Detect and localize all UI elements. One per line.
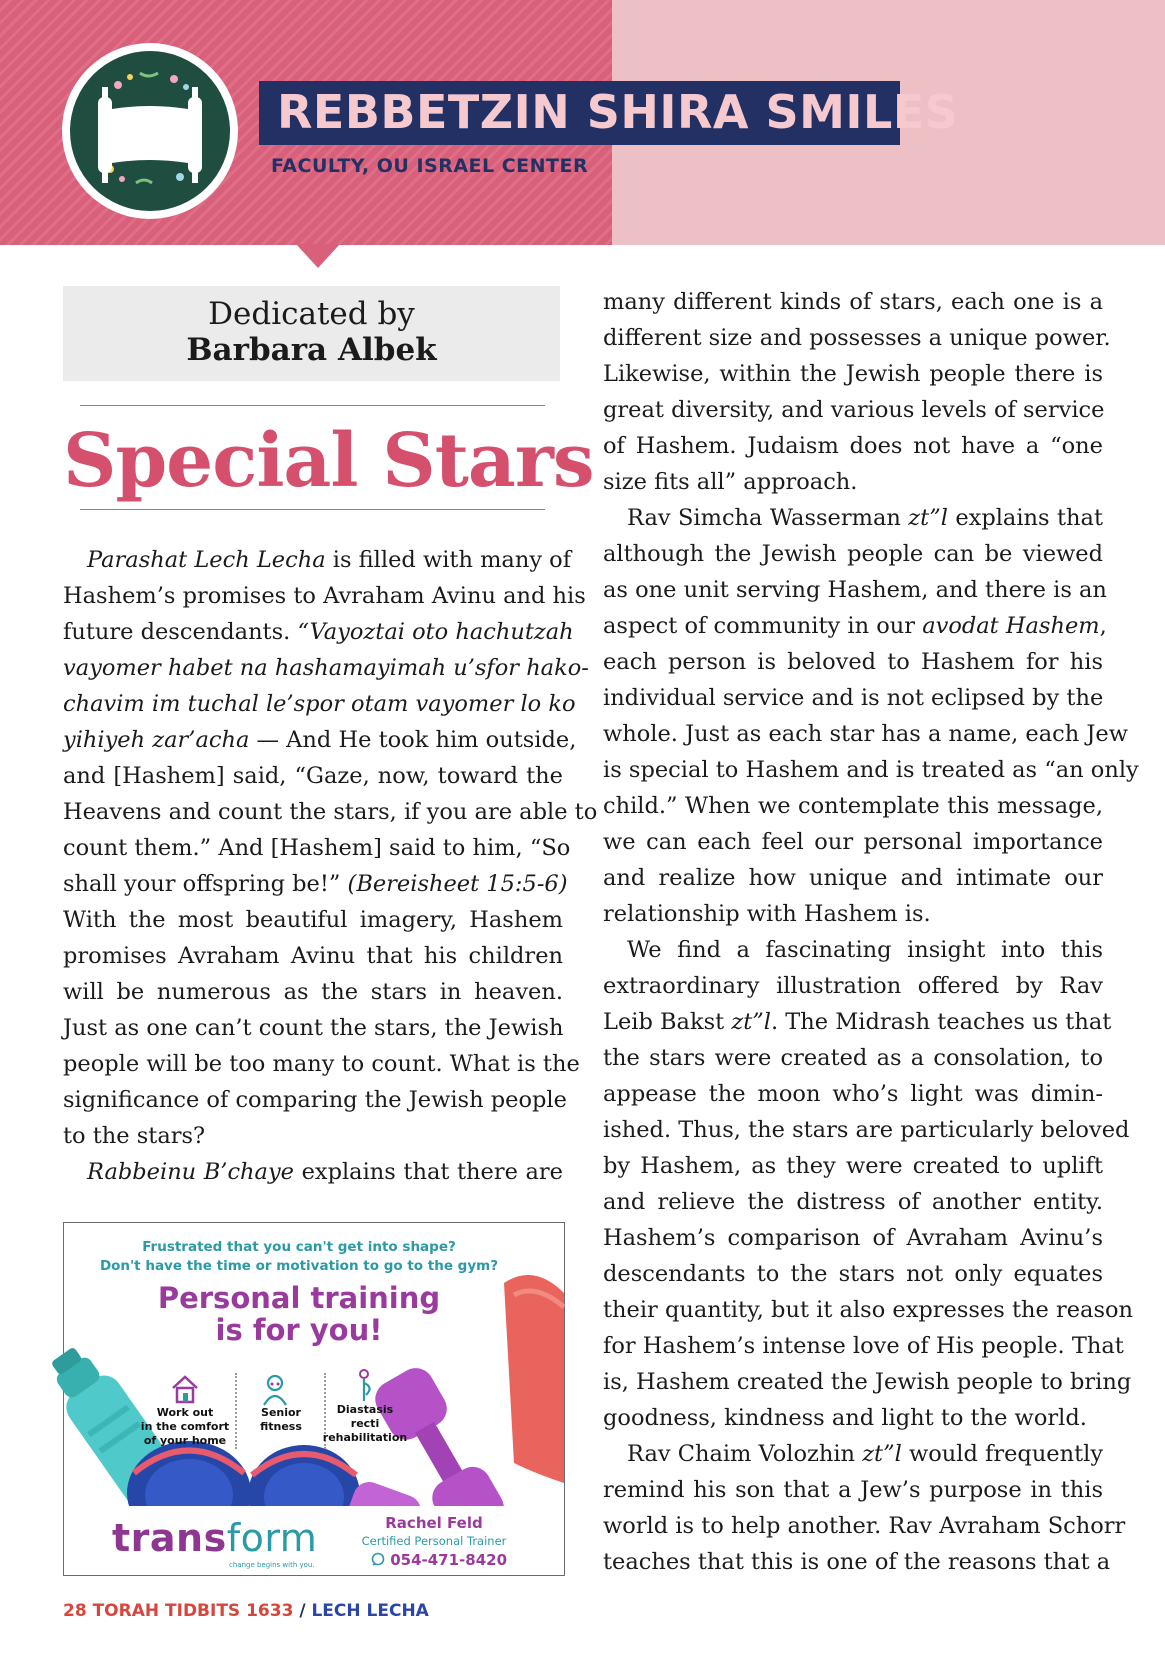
author-name-box (259, 81, 959, 145)
ad-question-1: Frustrated that you can't get into shape? (142, 1239, 456, 1255)
article-text: Leib Bakst (603, 1009, 732, 1035)
article-line (603, 284, 1103, 320)
article-line (603, 680, 1103, 716)
article-line (63, 578, 586, 614)
article-line (63, 830, 571, 866)
torah-scroll-icon (70, 51, 230, 211)
article-line (603, 1112, 1130, 1148)
article-text: great diversity, and various levels of service (603, 397, 1105, 423)
article-line (603, 1508, 1126, 1544)
article-italic-text: zt”l (908, 505, 948, 531)
article-text: . The Midrash teaches us that (770, 1009, 1112, 1035)
article-text: Hashem’s promises to Avraham Avinu and his (63, 583, 586, 609)
article-text: explains that (947, 505, 1103, 531)
article-text: we can each feel our personal importance (603, 829, 1103, 855)
article-text: descendants to the stars not only equates (603, 1261, 1103, 1287)
article-italic-text: avodat Hashem (922, 613, 1100, 639)
article-text: by Hashem, as they were created to uplift (603, 1153, 1103, 1179)
article-line (603, 752, 1139, 788)
phone-number: 054-471-8420 (390, 1551, 508, 1569)
article-text: is special to Hashem and is treated as “an only (603, 757, 1139, 783)
footer-parasha: LECH LECHA (311, 1601, 429, 1621)
article-line (603, 896, 1103, 932)
house-icon (170, 1373, 200, 1407)
article-text: , (1099, 613, 1107, 639)
transform-logo (112, 1516, 317, 1560)
article-text: many different kinds of stars, each one is a (603, 289, 1103, 315)
article-text: shall your offspring be!” (63, 871, 348, 897)
ad-question-2: Don't have the time or motivation to go to the gym? (99, 1258, 499, 1274)
article-line (63, 938, 563, 974)
article-text: and [Hashem] said, “Gaze, now, toward the (63, 763, 563, 789)
article-text: individual service and is not eclipsed by the (603, 685, 1104, 711)
article-line (603, 1220, 1103, 1256)
article-text: and realize how unique and intimate our (603, 865, 1103, 891)
feature-line: Senior (261, 1406, 301, 1419)
article-italic-text: (Bereisheet 15:5-6) (347, 871, 568, 897)
article-text: future descendants. (63, 619, 298, 645)
feature-line: Diastasis (336, 1403, 394, 1416)
article-text: Just as one can’t count the stars, the Jewish (63, 1015, 564, 1041)
article-line (63, 902, 563, 938)
article-text: will be numerous as the stars in heaven. (63, 979, 563, 1005)
title-rule-bottom (80, 509, 545, 510)
article-text: each person is beloved to Hashem for his (603, 649, 1103, 675)
article-line (63, 722, 577, 758)
logo-tagline: change begins with you. (229, 1561, 315, 1569)
article-text: relationship with Hashem is. (603, 901, 931, 927)
page-footer (63, 1601, 429, 1621)
feature-diastasis (310, 1403, 420, 1445)
trainer-role: Certified Personal Trainer (361, 1534, 507, 1548)
whatsapp-icon (371, 1552, 385, 1566)
dedication-name: Barbara Albek (186, 332, 437, 368)
article-text: ished. Thus, the stars are particularly beloved (603, 1117, 1130, 1143)
article-line (603, 1076, 1103, 1112)
dedication-label: Dedicated by (208, 296, 415, 332)
article-text: is filled with many of (325, 547, 572, 573)
article-text: promises Avraham Avinu that his children (63, 943, 563, 969)
article-text: count them.” And [Hashem] said to him, “So (63, 835, 571, 861)
dedication-box (63, 286, 560, 381)
article-line (603, 500, 1103, 536)
article-line (603, 1472, 1103, 1508)
badge (62, 43, 238, 219)
trainer-phone (339, 1551, 539, 1569)
feature-line: in the comfort (140, 1420, 230, 1433)
article-line (603, 1328, 1124, 1364)
article-text: Rav Chaim Volozhin (627, 1441, 863, 1467)
author-name: REBBETZIN SHIRA SMILES (277, 85, 959, 139)
article-text: extraordinary illustration offered by Rav (603, 973, 1103, 999)
article-text: people will be too many to count. What is the (63, 1051, 580, 1077)
article-line (603, 608, 1107, 644)
feature-line: recti (350, 1417, 380, 1430)
article-line (603, 788, 1103, 824)
article-text: appease the moon who’s light was dimin- (603, 1081, 1103, 1107)
article-italic-text: zt”l (862, 1441, 902, 1467)
article-line (603, 824, 1103, 860)
article-text: as one unit serving Hashem, and there is an (603, 577, 1107, 603)
article-text: aspect of community in our (603, 613, 923, 639)
article-line (63, 1154, 563, 1190)
article-text: Hashem’s comparison of Avraham Avinu’s (603, 1225, 1103, 1251)
article-text: size fits all” approach. (603, 469, 858, 495)
article-text: significance of comparing the Jewish people (63, 1087, 567, 1113)
author-affiliation: FACULTY, OU ISRAEL CENTER (271, 155, 589, 177)
article-line (63, 1010, 563, 1046)
article-line (603, 1400, 1103, 1436)
footer-separator: / (299, 1601, 306, 1621)
article-italic-text: chavim im tuchal le’spor otam vayomer lo ko (63, 691, 576, 717)
article-line (603, 716, 1128, 752)
feature-line: Work out (156, 1406, 214, 1419)
article-text: — And He took him outside, (249, 727, 577, 753)
article-text: child.” When we contemplate this message, (603, 793, 1103, 819)
article-text: would frequently (901, 1441, 1104, 1467)
article-line (63, 758, 563, 794)
article-text: and relieve the distress of another entity. (603, 1189, 1103, 1215)
article-line (63, 614, 574, 650)
feature-line: rehabilitation (322, 1431, 408, 1444)
article-line (603, 1040, 1103, 1076)
ad-headline-2: is for you! (215, 1313, 383, 1347)
article-title: Special Stars (63, 418, 594, 504)
article-line (603, 860, 1103, 896)
article-line (63, 1046, 580, 1082)
feature-line: fitness (260, 1420, 302, 1433)
article-line (603, 1436, 1103, 1472)
article-italic-text: yihiyeh zar’acha (63, 727, 250, 753)
header-banner (0, 0, 1165, 245)
article-text: Heavens and count the stars, if you are able to (63, 799, 598, 825)
article-italic-text: zt”l (731, 1009, 771, 1035)
logo-main: trans (112, 1516, 227, 1560)
article-line (63, 1118, 563, 1154)
article-text: whole. Just as each star has a name, each Jew (603, 721, 1128, 747)
article-text: for Hashem’s intense love of His people. That (603, 1333, 1124, 1359)
article-text: the stars were created as a consolation, to (603, 1045, 1103, 1071)
article-text: remind his son that a Jew’s purpose in this (603, 1477, 1103, 1503)
article-line (603, 392, 1103, 428)
article-text: With the most beautiful imagery, Hashem (63, 907, 563, 933)
ad-headline-1: Personal training (157, 1281, 441, 1315)
advertisement (63, 1222, 565, 1576)
article-line (63, 866, 568, 902)
article-text: of Hashem. Judaism does not have a “one (603, 433, 1103, 459)
article-text: explains that there are (293, 1159, 563, 1185)
article-line (603, 572, 1107, 608)
article-line (63, 794, 598, 830)
feature-line: of your home (143, 1434, 227, 1447)
logo-tail: form (226, 1516, 318, 1560)
footer-page-info: 28 TORAH TIDBITS 1633 (63, 1601, 294, 1621)
article-text: teaches that this is one of the reasons that a (603, 1549, 1111, 1575)
article-italic-text: Parashat Lech Lecha (87, 547, 326, 573)
article-text: world is to help another. Rav Avraham Schorr (603, 1513, 1126, 1539)
article-line (63, 1082, 567, 1118)
article-line (603, 644, 1103, 680)
article-column-right (603, 284, 1139, 1580)
article-text: their quantity, but it also expresses the reason (603, 1297, 1134, 1323)
article-line (603, 356, 1103, 392)
article-line (63, 542, 572, 578)
article-line (63, 974, 563, 1010)
article-line (603, 320, 1111, 356)
article-italic-text: “Vayoztai oto hachutzah (297, 619, 574, 645)
trainer-name: Rachel Feld (385, 1514, 483, 1532)
pregnant-woman-icon (350, 1369, 380, 1403)
article-line (603, 1256, 1103, 1292)
article-line (603, 1184, 1103, 1220)
article-line (603, 536, 1103, 572)
article-text: different size and possesses a unique power. (603, 325, 1111, 351)
feature-home-workout (130, 1406, 240, 1448)
article-column-left (63, 542, 598, 1190)
title-rule-top (80, 405, 545, 406)
article-line (603, 1364, 1132, 1400)
article-line (603, 1544, 1111, 1580)
article-italic-text: Rabbeinu B’chaye (87, 1159, 294, 1185)
senior-woman-icon (260, 1373, 290, 1407)
article-text: Rav Simcha Wasserman (627, 505, 909, 531)
article-line (63, 686, 576, 722)
article-line (603, 968, 1103, 1004)
article-text: We find a fascinating insight into this (627, 937, 1103, 963)
article-line (603, 464, 1103, 500)
article-line (603, 428, 1103, 464)
article-line (603, 1148, 1103, 1184)
header-pointer (296, 244, 340, 268)
ad-contact-strip (64, 1506, 564, 1575)
article-text: although the Jewish people can be viewed (603, 541, 1103, 567)
article-line (603, 932, 1103, 968)
article-line (603, 1004, 1112, 1040)
article-italic-text: vayomer habet na hashamayimah u’sfor hako- (63, 655, 589, 681)
article-line (603, 1292, 1134, 1328)
article-text: to the stars? (63, 1123, 206, 1149)
article-text: Likewise, within the Jewish people there is (603, 361, 1103, 387)
article-text: goodness, kindness and light to the world. (603, 1405, 1087, 1431)
article-line (63, 650, 589, 686)
article-text: is, Hashem created the Jewish people to bring (603, 1369, 1132, 1395)
